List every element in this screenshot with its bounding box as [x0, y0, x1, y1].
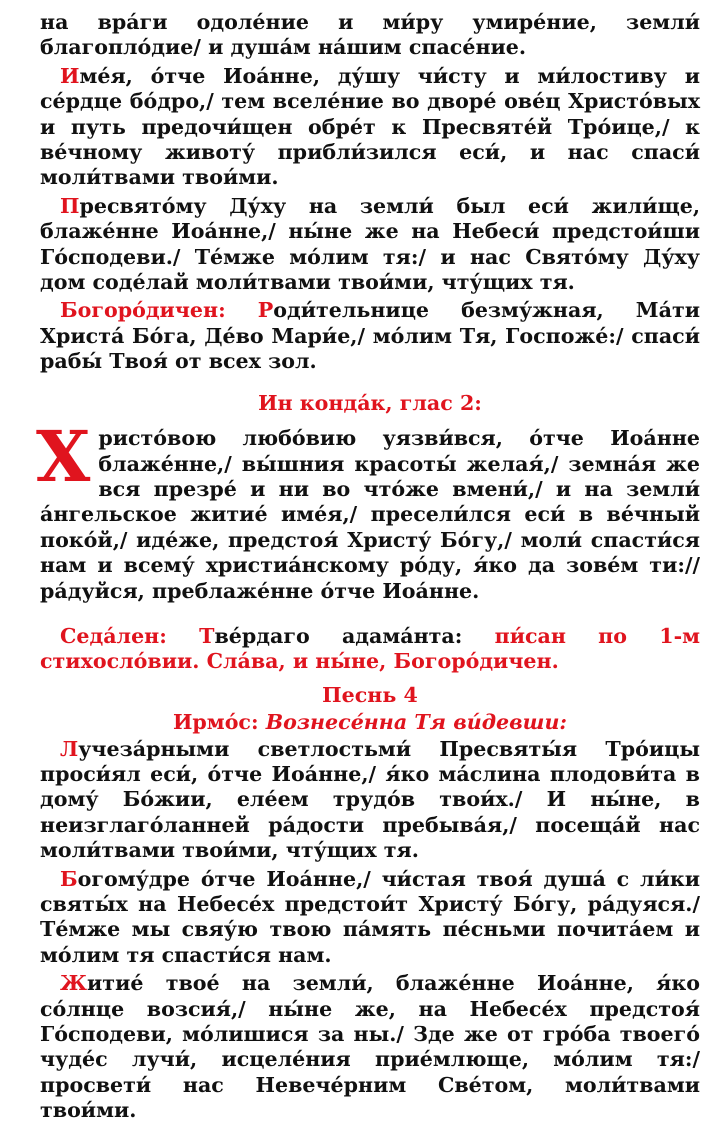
canon-stanza-3: Житие́ твое́ на земли́, блаже́нне Иоа́нне, я́ко со́лнце возсия́,/ ны́не же, на Небесе́х предстоя́ Го́сподеви, мо́лишися за ны./ Зде же от гро́ба твоего́ чуде́с лучи́, исцеле́ния прие́млюще, мо́лим тя:/ просвети́ нас Невече́рним Све́том, моли́твами твои́ми.: [40, 971, 700, 1123]
initial-letter: Т: [199, 623, 215, 648]
song-heading: Песнь 4: [322, 682, 418, 707]
canon-stanza-1: Лучеза́рными светлостьми́ Пресвяты́я Тро́ицы проси́ял еси́, о́тче Иоа́нне,/ я́ко ма́слина плодови́та в дому́ Бо́жии, еле́ем трудо́в твои́х./ И ны́не, в неизглаго́ланней ра́дости пребыва́я,/ посеща́й нас моли́твами твои́ми, чту́щих тя.: [40, 736, 700, 863]
irmos-label: Ирмо́с:: [172, 710, 266, 735]
theotokion: Богоро́дичен: Роди́тельнице безму́жная, Ма́ти Христа́ Бо́га, Де́во Мари́е,/ мо́лим Тя, Госпоже́:/ спаси́ рабы́ Твоя́ от всех зол.: [40, 298, 700, 374]
troparion-stanza-1: Име́я, о́тче Иоа́нне, ду́шу чи́сту и ми́лостиву и се́рдце бо́дро,/ тем вселе́ние во дворе́ ове́ц Христо́вых и путь предочи́щен обре́т к Пресвяте́й Тро́ице,/ к ве́чному животу́ прибли́зился еси́, и нас спаси́ моли́твами твои́ми.: [40, 63, 700, 190]
irmos-line: [40, 710, 700, 735]
kondak-heading: Ин конда́к, глас 2:: [258, 390, 482, 415]
kondak-text: Христо́вою любо́вию уязви́вся, о́тче Иоа́нне блаже́нне,/ вы́шния красоты́ желая́,/ земна́я же вся презре́ и ни во что́же вмени́,/ и на земли́ а́нгельское житие́ име́я,/ пресели́лся еси́ в ве́чный поко́й,/ иде́же, предстоя́ Христу́ Бо́гу,/ моли́ спасти́ся нам и всему́ христиа́нскому ро́ду, я́ко да зове́м ти:// ра́дуйся, преблаже́нне о́тче Иоа́нне.: [36, 415, 700, 603]
sedalen-label: Седа́лен:: [60, 623, 200, 648]
initial-letter: П: [60, 193, 80, 218]
drop-cap-initial: Х: [36, 415, 91, 499]
theotokion-label: Богоро́дичен:: [60, 298, 258, 323]
text-continuation: на вра́ги одоле́ние и ми́ру умире́ние, земли́ благопло́дие/ и душа́м на́шим спасе́ние.: [40, 10, 700, 60]
initial-letter: Р: [257, 298, 274, 323]
irmos-incipit: ознесе́нна Тя ви́девши:: [283, 710, 568, 735]
initial-letter: Ж: [60, 971, 88, 996]
sedalen-rubric: пи́сан по 1-м стихосло́вии. Сла́ва, и ны́не, Богоро́дичен.: [40, 623, 701, 674]
sedalen: Седа́лен: Тве́рдаго адама́нта: пи́сан по 1-м стихосло́вии. Сла́ва, и ны́не, Богоро́дичен.: [40, 623, 701, 674]
troparion-stanza-2: Пресвято́му Ду́ху на земли́ был еси́ жили́ще, блаже́нне Иоа́нне,/ ны́не же на Небеси́ предстои́ши Го́сподеви./ Те́мже мо́лим тя:/ и нас Свято́му Ду́ху дом соде́лай моли́твами твои́ми, чту́щих тя.: [40, 193, 700, 295]
initial-letter: И: [60, 63, 80, 88]
initial-letter: Б: [60, 866, 78, 891]
initial-letter: Л: [60, 736, 79, 761]
initial-letter: В: [265, 710, 284, 735]
canon-stanza-2: Богому́дре о́тче Иоа́нне,/ чи́стая твоя́ душа́ с ли́ки святы́х на Небесе́х предстои́т Христу́ Бо́гу, ра́дуяся./ Те́мже мы свяу́ю твою па́мять пе́сньми почита́ем и мо́лим тя спасти́ся нам.: [40, 866, 700, 967]
